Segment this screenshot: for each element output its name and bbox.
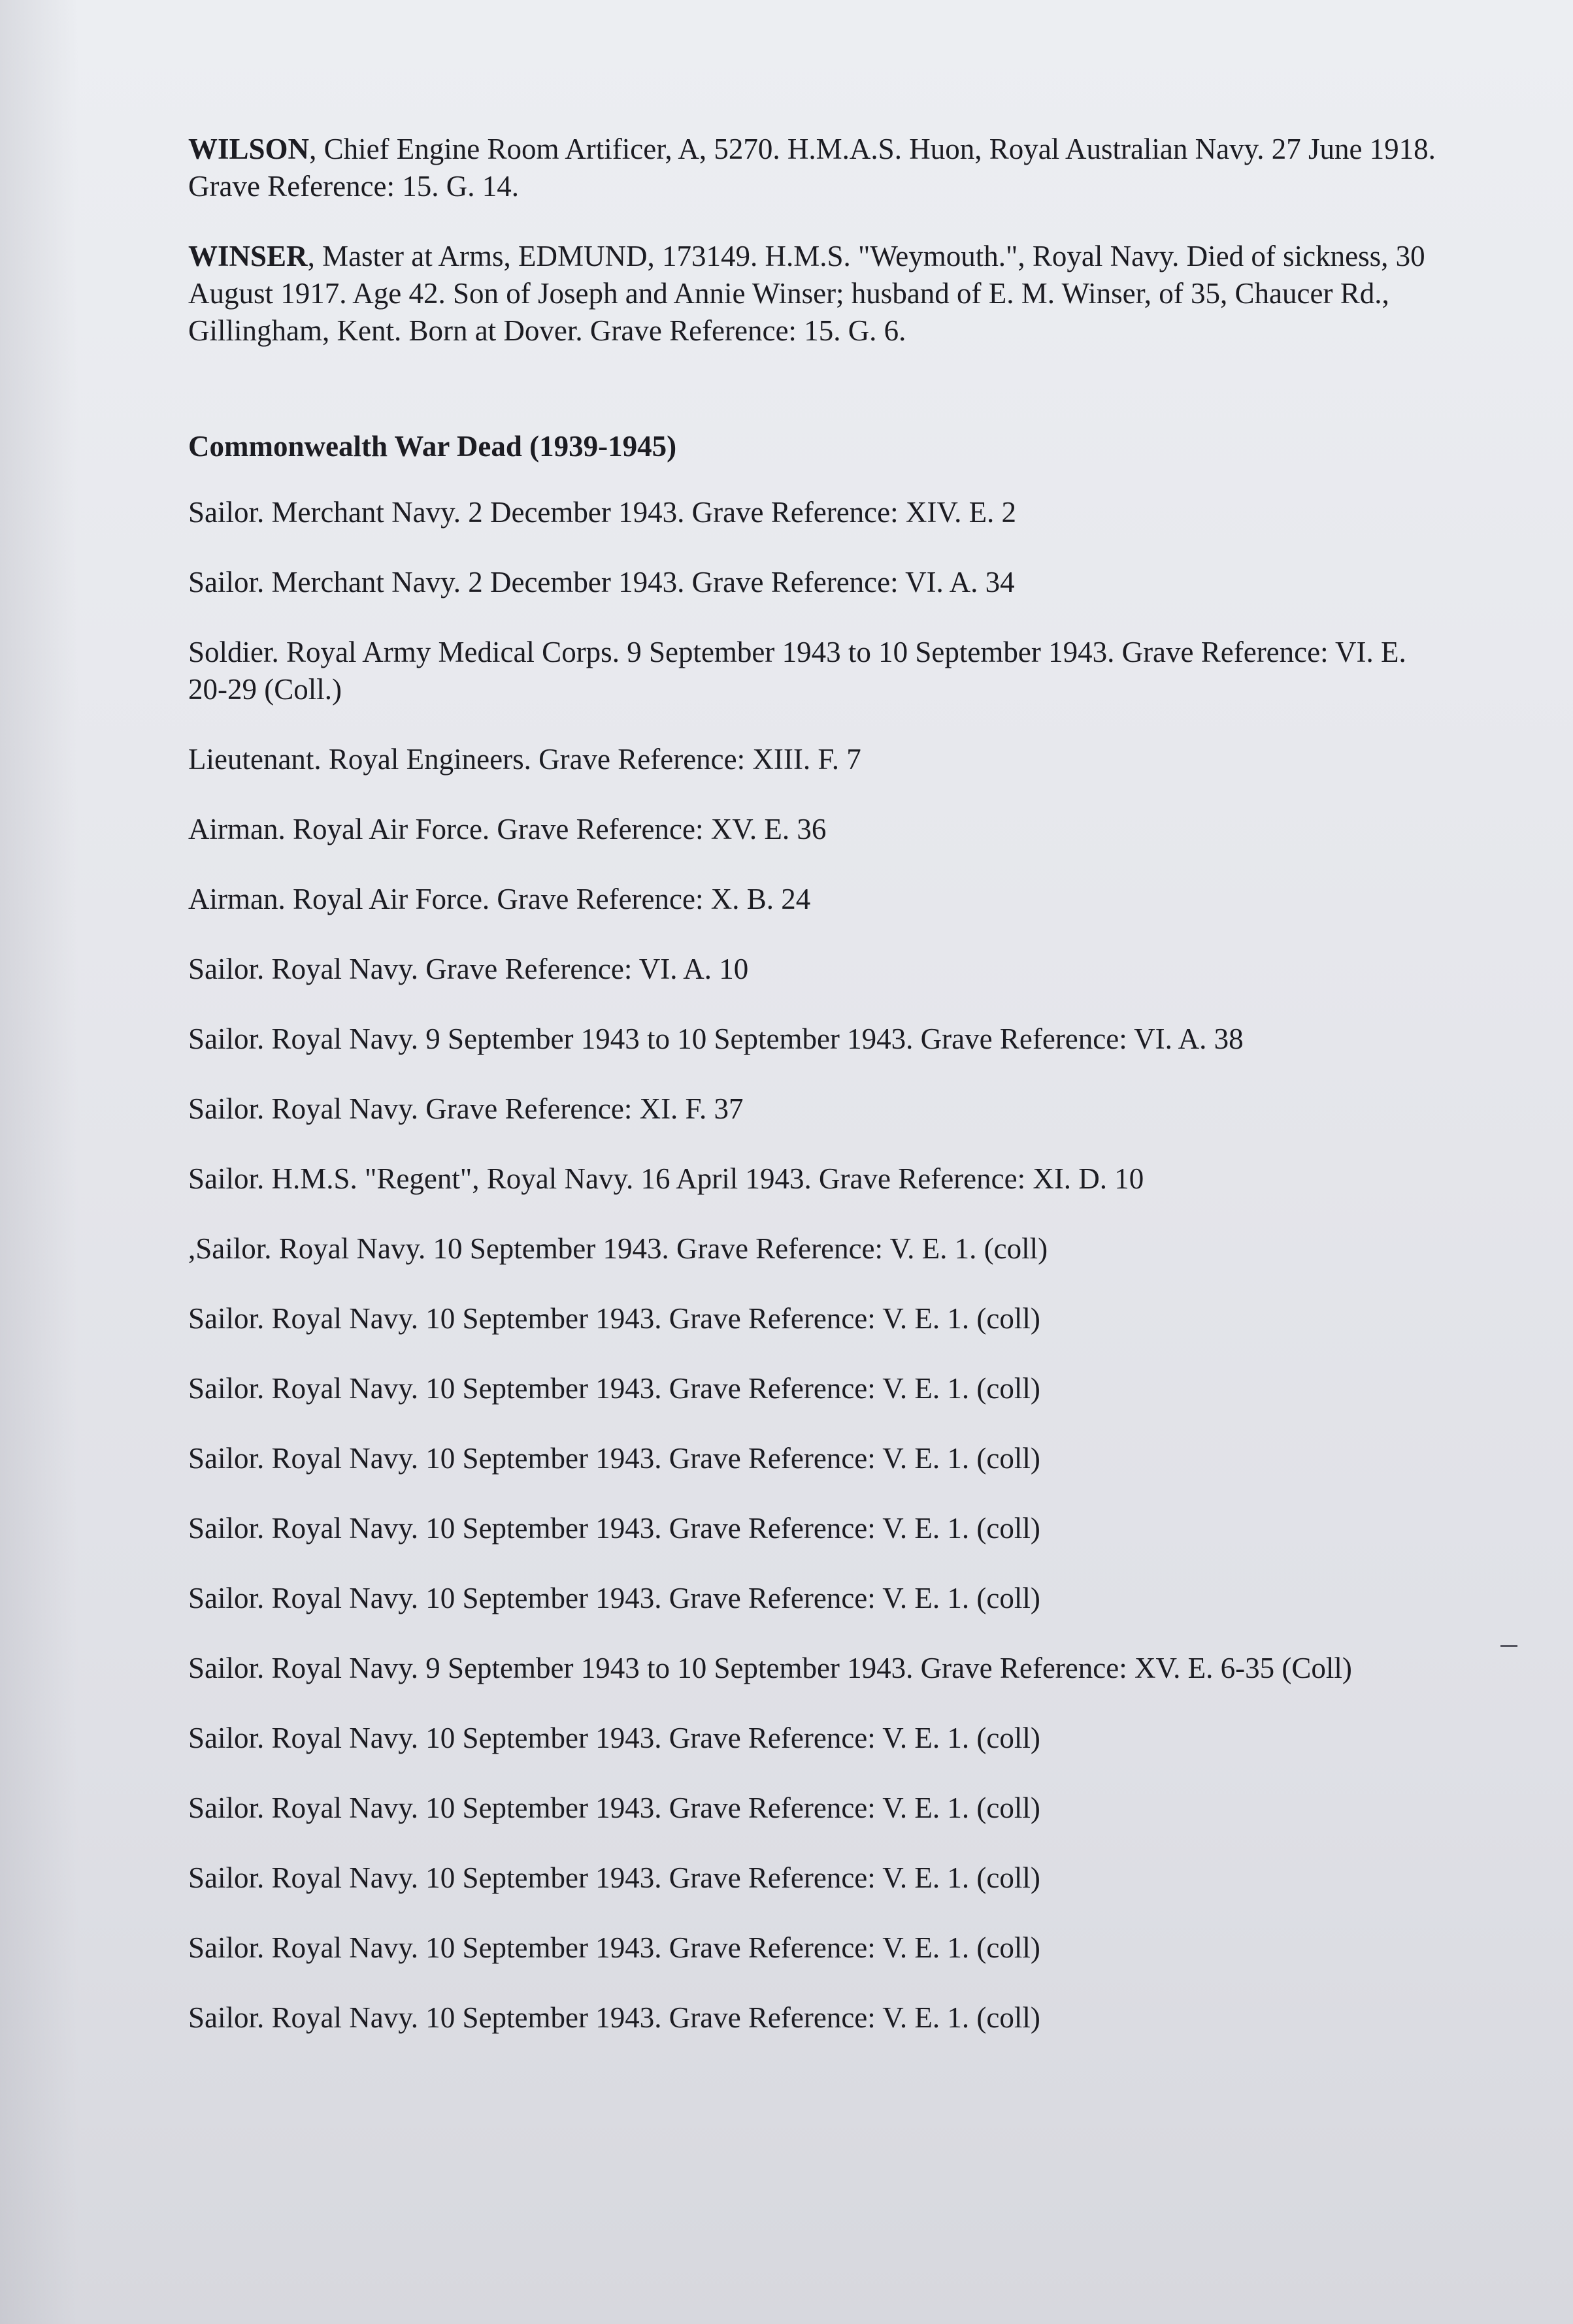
list-item: Sailor. Royal Navy. Grave Reference: XI. F. 37 xyxy=(188,1092,744,1125)
list-item: Sailor. Royal Navy. 10 September 1943. Grave Reference: V. E. 1. (coll) xyxy=(188,1442,1040,1475)
list-item: Sailor. Royal Navy. 10 September 1943. Grave Reference: V. E. 1. (coll) xyxy=(188,1861,1040,1894)
list-item: Airman. Royal Air Force. Grave Reference: XV. E. 36 xyxy=(188,813,827,845)
page-shadow xyxy=(0,0,78,2324)
list-item: ,Sailor. Royal Navy. 10 September 1943. Grave Reference: V. E. 1. (coll) xyxy=(188,1232,1048,1265)
list-item: Sailor. H.M.S. "Regent", Royal Navy. 16 April 1943. Grave Reference: XI. D. 10 xyxy=(188,1162,1144,1195)
document-body xyxy=(188,131,1443,2069)
casualty-list xyxy=(188,494,1443,2037)
list-item: Sailor. Merchant Navy. 2 December 1943. Grave Reference: VI. A. 34 xyxy=(188,566,1015,598)
record-text: , Master at Arms, EDMUND, 173149. H.M.S. "Weymouth.", Royal Navy. Died of sickness, 30 August 1917. Age 42. Son of Joseph and Annie Winser; husband of E. M. Winser, of 35, Chaucer Rd., Gillingham, Kent. Born at Dover. Grave Reference: 15. G. 6. xyxy=(188,240,1425,347)
list-item: Sailor. Royal Navy. 10 September 1943. Grave Reference: V. E. 1. (coll) xyxy=(188,1512,1040,1545)
list-item: Soldier. Royal Army Medical Corps. 9 September 1943 to 10 September 1943. Grave Reference: VI. E. 20-29 (Coll.) xyxy=(188,636,1406,706)
list-item: Sailor. Royal Navy. 10 September 1943. Grave Reference: V. E. 1. (coll) xyxy=(188,1722,1040,1754)
list-item: Airman. Royal Air Force. Grave Reference: X. B. 24 xyxy=(188,883,811,915)
list-item: Sailor. Royal Navy. 10 September 1943. Grave Reference: V. E. 1. (coll) xyxy=(188,1372,1040,1405)
list-item: Sailor. Merchant Navy. 2 December 1943. Grave Reference: XIV. E. 2 xyxy=(188,496,1017,529)
record-name: WILSON xyxy=(188,133,310,165)
list-item: Lieutenant. Royal Engineers. Grave Reference: XIII. F. 7 xyxy=(188,743,861,776)
list-item: Sailor. Royal Navy. 9 September 1943 to 10 September 1943. Grave Reference: VI. A. 38 xyxy=(188,1023,1244,1055)
record-name: WINSER xyxy=(188,240,308,272)
list-item: Sailor. Royal Navy. Grave Reference: VI. A. 10 xyxy=(188,953,749,985)
margin-mark xyxy=(1500,1645,1517,1647)
record-winser xyxy=(188,238,1443,350)
list-item: Sailor. Royal Navy. 10 September 1943. Grave Reference: V. E. 1. (coll) xyxy=(188,1931,1040,1964)
record-wilson xyxy=(188,131,1443,205)
list-item: Sailor. Royal Navy. 10 September 1943. Grave Reference: V. E. 1. (coll) xyxy=(188,1582,1040,1614)
record-text: , Chief Engine Room Artificer, A, 5270. H.M.A.S. Huon, Royal Australian Navy. 27 June 1918. Grave Reference: 15. G. 14. xyxy=(188,133,1436,203)
list-item: Sailor. Royal Navy. 10 September 1943. Grave Reference: V. E. 1. (coll) xyxy=(188,1302,1040,1335)
list-item: Sailor. Royal Navy. 10 September 1943. Grave Reference: V. E. 1. (coll) xyxy=(188,1792,1040,1824)
section-heading: Commonwealth War Dead (1939-1945) xyxy=(188,430,677,463)
list-item: Sailor. Royal Navy. 10 September 1943. Grave Reference: V. E. 1. (coll) xyxy=(188,2001,1040,2034)
list-item: Sailor. Royal Navy. 9 September 1943 to 10 September 1943. Grave Reference: XV. E. 6-35 (Coll) xyxy=(188,1652,1352,1684)
